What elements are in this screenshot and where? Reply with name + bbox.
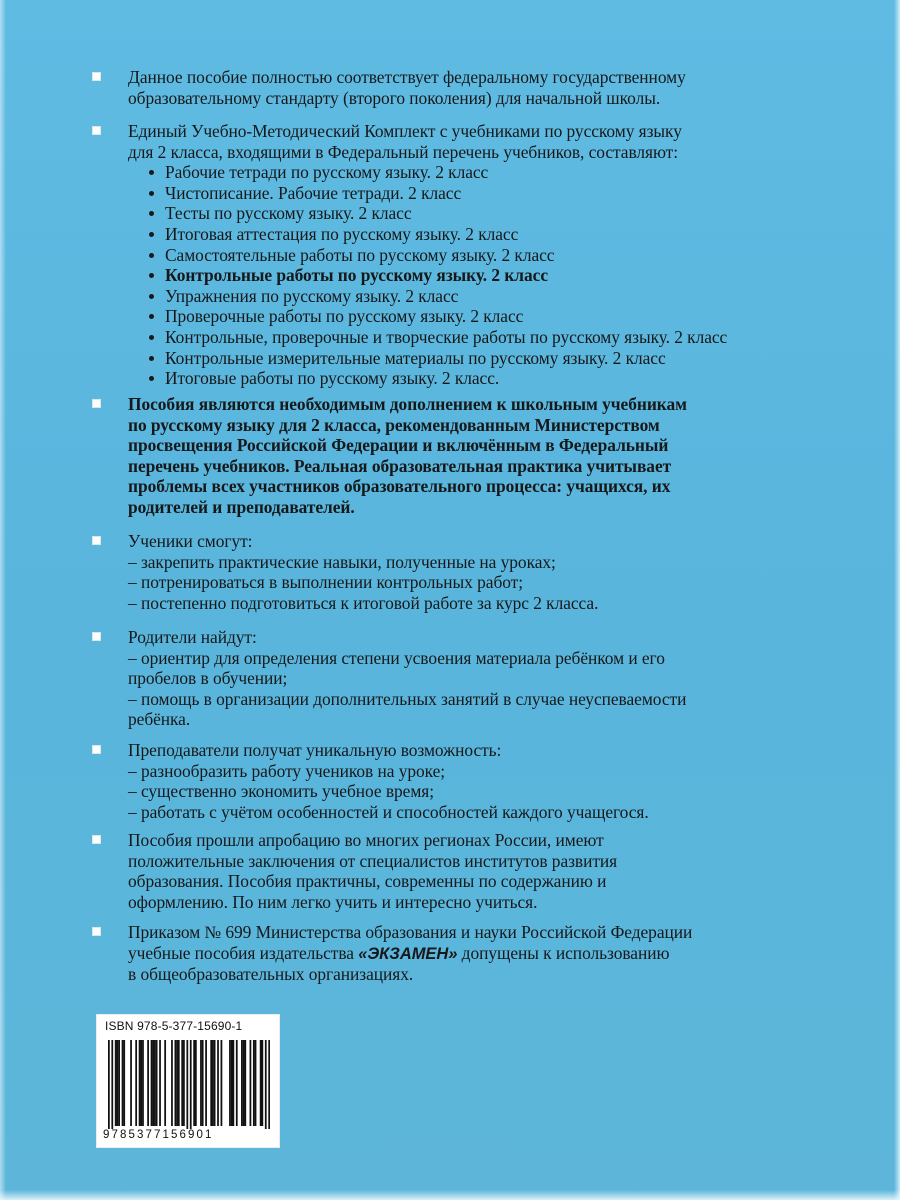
barcode-bar — [221, 1040, 223, 1126]
barcode-bar — [253, 1040, 255, 1126]
barcode-bar — [229, 1040, 231, 1126]
barcode-bar — [181, 1040, 183, 1126]
cover-edge-bottom — [0, 1190, 900, 1200]
paragraph-line: образования. Пособия практичны, современны по содержанию и — [128, 871, 607, 892]
publisher-name: «ЭКЗАМЕН» — [358, 944, 458, 963]
list-item — [148, 368, 812, 389]
paragraph-line: – работать с учётом особенностей и способностей каждого учащегося. — [128, 801, 649, 822]
barcode-bar — [156, 1040, 158, 1126]
barcode-bar — [152, 1040, 154, 1126]
barcode-bar — [108, 1040, 110, 1133]
barcode-bar — [212, 1040, 214, 1126]
paragraph-line: – потренироваться в выполнении контрольных работ; — [128, 572, 523, 593]
paragraph-line: Пособия прошли апробацию во многих регионах России, имеют — [128, 830, 604, 850]
paragraph-line: оформлению. По ним легко учить и интересно учиться. — [128, 891, 538, 912]
barcode-bar — [140, 1040, 142, 1126]
list-item-text: Упражнения по русскому языку. 2 класс — [165, 285, 459, 306]
isbn-label: ISBN 978-5-377-15690-1 — [105, 1019, 243, 1033]
barcode-bar — [178, 1040, 180, 1126]
paragraph-line: – ориентир для определения степени усвоения материала ребёнком и его — [128, 647, 665, 668]
paragraph-line: по русскому языку для 2 класса, рекомендованным Министерством — [128, 414, 660, 435]
paragraph-line — [128, 943, 812, 965]
barcode-bar — [193, 1040, 195, 1126]
round-bullet-icon — [149, 253, 154, 258]
paragraph-line: Ученики смогут: — [128, 531, 253, 551]
list-item-text: Чистописание. Рабочие тетради. 2 класс — [165, 182, 462, 203]
barcode-bar — [232, 1040, 234, 1126]
barcode-bar — [117, 1040, 119, 1126]
round-bullet-icon — [149, 211, 154, 216]
list-item-text: Итоговая аттестация по русскому языку. 2 класс — [165, 223, 519, 244]
barcode-bar — [265, 1040, 267, 1133]
square-bullet-icon — [92, 745, 101, 754]
paragraph-line: проблемы всех участников образовательного процесса: учащихся, их — [128, 476, 671, 497]
paragraph-order — [92, 922, 812, 985]
paragraph-line: – существенно экономить учебное время; — [128, 781, 435, 802]
barcode-bar — [250, 1040, 252, 1126]
barcode-bar — [176, 1040, 178, 1126]
barcode-bar — [236, 1040, 238, 1126]
barcode-bar — [268, 1040, 270, 1133]
paragraph-line: родителей и преподавателей. — [128, 496, 355, 517]
square-bullet-icon — [92, 927, 101, 936]
list-item — [148, 224, 812, 245]
list-item-text: Контрольные работы по русскому языку. 2 класс — [165, 265, 548, 286]
umk-book-list — [148, 162, 812, 389]
barcode-bar — [159, 1040, 161, 1126]
barcode-bar — [241, 1040, 243, 1126]
paragraph-line: в общеобразовательных организациях. — [128, 964, 414, 985]
paragraph-line: – помощь в организации дополнительных занятий в случае неуспеваемости — [128, 688, 687, 709]
barcode-bar — [151, 1040, 153, 1126]
list-item-text: Самостоятельные работы по русскому языку. 2 класс — [165, 244, 555, 265]
barcode-bar — [205, 1040, 207, 1126]
paragraph-line: – закрепить практические навыки, полученные на уроках; — [128, 551, 556, 572]
list-item-text: Итоговые работы по русскому языку. 2 класс. — [165, 368, 500, 389]
order-text: учебные пособия издательства — [128, 942, 359, 963]
paragraph-line: просвещения Российской Федерации и включённым в Федеральный — [128, 435, 669, 456]
square-bullet-icon — [92, 126, 101, 135]
paragraph-teachers — [92, 740, 812, 822]
list-item-text: Тесты по русскому языку. 2 класс — [165, 203, 412, 224]
barcode-bar — [210, 1040, 212, 1126]
round-bullet-icon — [149, 356, 154, 361]
barcode-bar — [190, 1040, 192, 1133]
barcode-bar — [122, 1040, 124, 1126]
barcode-bar — [171, 1040, 173, 1126]
barcode-bar — [244, 1040, 246, 1126]
barcode-bar — [142, 1040, 144, 1126]
square-bullet-icon — [92, 536, 101, 545]
square-bullet-icon — [92, 632, 101, 641]
barcode-bar — [217, 1040, 219, 1126]
paragraph-line: Родители найдут: — [128, 627, 257, 647]
paragraph-students — [92, 531, 812, 613]
list-item — [148, 306, 812, 327]
barcode-icon — [108, 1040, 270, 1133]
barcode-bar — [261, 1040, 263, 1126]
barcode-bar — [139, 1040, 141, 1126]
paragraph-line: положительные заключения от специалистов институтов развития — [128, 850, 618, 871]
paragraph-line: – разнообразить работу учеников на уроке; — [128, 760, 446, 781]
list-item — [148, 245, 812, 266]
barcode-bar — [202, 1040, 204, 1126]
barcode-bar — [195, 1040, 197, 1126]
list-item-text: Проверочные работы по русскому языку. 2 класс — [165, 306, 524, 327]
square-bullet-icon — [92, 72, 101, 81]
list-item-text: Контрольные, проверочные и творческие работы по русскому языку. 2 класс — [165, 326, 728, 347]
paragraph-line: пробелов в обучении; — [128, 668, 288, 689]
barcode-bar — [135, 1040, 137, 1126]
barcode-bar — [111, 1040, 113, 1133]
paragraph-line: для 2 класса, входящими в Федеральный перечень учебников, составляют: — [128, 141, 678, 162]
square-bullet-icon — [92, 399, 101, 408]
list-item-highlighted — [148, 265, 812, 286]
list-item — [148, 286, 812, 307]
barcode-bar — [115, 1040, 117, 1126]
cover-edge-left — [0, 0, 6, 1200]
paragraph-supplement — [92, 394, 812, 518]
round-bullet-icon — [149, 376, 154, 381]
barcode-bar — [123, 1040, 125, 1126]
barcode-bar — [183, 1040, 185, 1126]
paragraph-line: Преподаватели получат уникальную возможность: — [128, 740, 502, 760]
paragraph-line: Пособия являются необходимым дополнением к школьным учебникам — [128, 394, 687, 414]
barcode-bar — [175, 1040, 177, 1126]
round-bullet-icon — [149, 170, 154, 175]
list-item — [148, 327, 812, 348]
list-item — [148, 203, 812, 224]
list-item-text: Рабочие тетради по русскому языку. 2 класс — [165, 162, 489, 183]
paragraph-line: ребёнка. — [128, 709, 191, 730]
order-text: допущены к использованию — [457, 942, 670, 963]
round-bullet-icon — [149, 314, 154, 319]
list-item-text: Контрольные измерительные материалы по русскому языку. 2 класс — [165, 347, 666, 368]
square-bullet-icon — [92, 835, 101, 844]
list-item — [148, 183, 812, 204]
paragraph-parents — [92, 627, 812, 730]
barcode-bar — [243, 1040, 245, 1126]
isbn-barcode-box — [96, 1014, 280, 1148]
paragraph-line: образовательному стандарту (второго поколения) для начальной школы. — [128, 87, 661, 108]
barcode-bar — [147, 1040, 149, 1126]
round-bullet-icon — [149, 294, 154, 299]
list-item — [148, 162, 812, 183]
paragraph-line: Приказом № 699 Министерства образования и науки Российской Федерации — [128, 922, 693, 942]
paragraph-line: Единый Учебно-Методический Комплект с учебниками по русскому языку — [128, 121, 682, 141]
barcode-bar — [214, 1040, 216, 1126]
cover-edge-right — [894, 0, 900, 1200]
barcode-bar — [231, 1040, 233, 1126]
paragraph-umk — [92, 121, 812, 389]
barcode-bar — [118, 1040, 120, 1126]
paragraph-line: Данное пособие полностью соответствует федеральному государственному — [128, 67, 686, 87]
round-bullet-icon — [149, 232, 154, 237]
round-bullet-icon — [149, 191, 154, 196]
paragraph-line: перечень учебников. Реальная образовательная практика учитывает — [128, 455, 672, 476]
barcode-bar — [164, 1040, 166, 1126]
barcode-bar — [186, 1040, 188, 1133]
paragraph-fgos — [92, 67, 812, 108]
round-bullet-icon — [149, 335, 154, 340]
barcode-bar — [200, 1040, 202, 1126]
ean-digits: 9785377156901 — [103, 1129, 275, 1142]
barcode-bar — [255, 1040, 257, 1126]
paragraph-line: – постепенно подготовиться к итоговой работе за курс 2 класса. — [128, 592, 599, 613]
list-item — [148, 348, 812, 369]
barcode-bar — [130, 1040, 132, 1126]
paragraph-approbation — [92, 830, 812, 912]
barcode-bar — [154, 1040, 156, 1126]
barcode-bar — [260, 1040, 262, 1126]
round-bullet-icon — [149, 273, 154, 278]
